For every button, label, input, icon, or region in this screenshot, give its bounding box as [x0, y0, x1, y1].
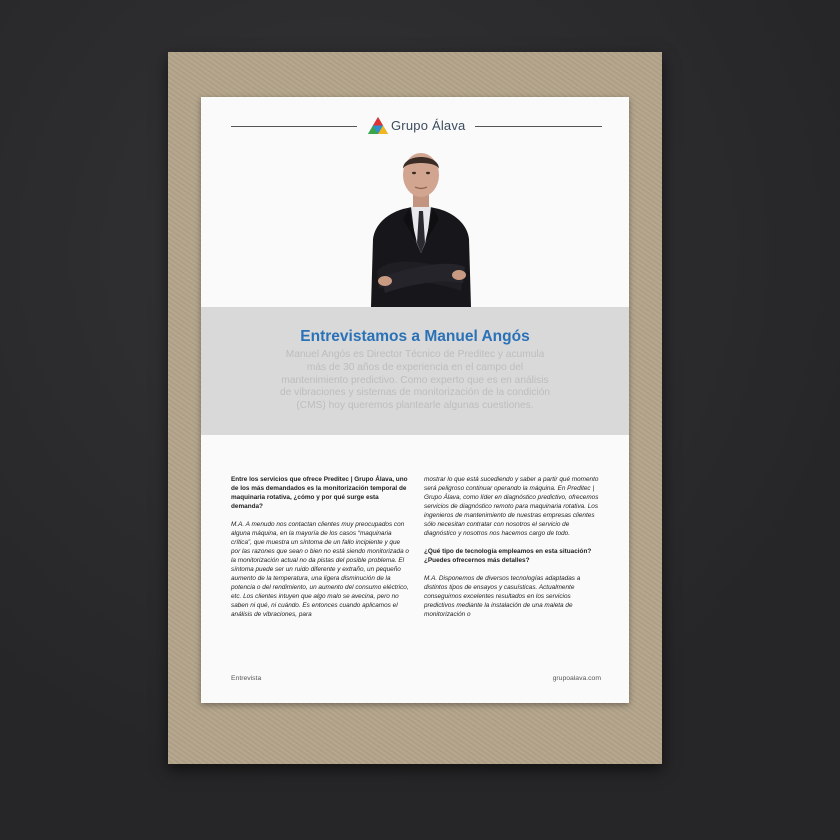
grupo-alava-logo [368, 116, 468, 136]
article-title: Entrevistamos a Manuel Angós [300, 328, 530, 345]
brand-name: Grupo Álava [391, 118, 466, 133]
header-rule-right [475, 126, 602, 127]
article-intro: Manuel Angós es Director Técnico de Preditec y acumula más de 30 años de experiencia en el campo del mantenimiento predictivo. Como experto que es en análisis de vibraciones y sistemas de monitorización de la condición (CMS) hoy queremos plantearle algunas cuestiones. [279, 349, 551, 412]
question-2: ¿Qué tipo de tecnología empleamos en esta situación? ¿Puedes ofrecernos más detalles? [424, 548, 592, 564]
question-1: Entre los servicios que ofrece Preditec | Grupo Álava, uno de los más demandados es la monitorización temporal de maquinaria rotativa, ¿cómo y por qué surge esta demanda? [231, 476, 408, 510]
header-rule-left [231, 126, 357, 127]
footer-section: Entrevista [231, 675, 262, 682]
intro-band [201, 307, 629, 435]
column-right [424, 475, 602, 628]
answer-1: M.A. A menudo nos contactan clientes muy preocupados con alguna máquina, en la mayoría de los casos “maquinaria crítica”, que muestra un síntoma de un fallo incipiente y que por las razones que sean o bien no está siendo monitorizada o la monitorización actual no da pistas del posible problema. El síntoma puede ser un ruido diferente y extraño, un pequeño aumento de la temperatura, una ligera disminución de la potencia o del rendimiento, un aumento del consumo eléctrico, etc. Los clientes intuyen que algo malo se avecina, pero no saben ni qué, ni cuándo. Es entonces cuando aplicamos el análisis de vibraciones, para [231, 521, 409, 618]
magazine-page [201, 97, 629, 703]
logo-triangle-icon [368, 117, 388, 134]
answer-1-continued: mostrar lo que está sucediendo y saber a partir qué momento será peligroso continuar operando la máquina. En Preditec | Grupo Álava, como líder en diagnóstico predictivo, ofrecemos servicios de diagnóstico remoto para maquinaria rotativa. Los ingenieros de mantenimiento de nuestras empresas clientes sólo necesitan contratar con nosotros el servicio de diagnóstico y nosotros nos hacemos cargo de todo. [424, 476, 599, 537]
footer-website: grupoalava.com [552, 675, 601, 682]
column-left [231, 475, 409, 628]
answer-2: M.A. Disponemos de diversos tecnologías adaptadas a distintos tipos de ensayos y casuísticas. Actualmente conseguimos excelentes resultados en los servicios predictivos mediante la instalación de una maleta de monitorización o [424, 575, 581, 618]
article-body [231, 475, 601, 671]
portrait-photo [351, 143, 491, 307]
